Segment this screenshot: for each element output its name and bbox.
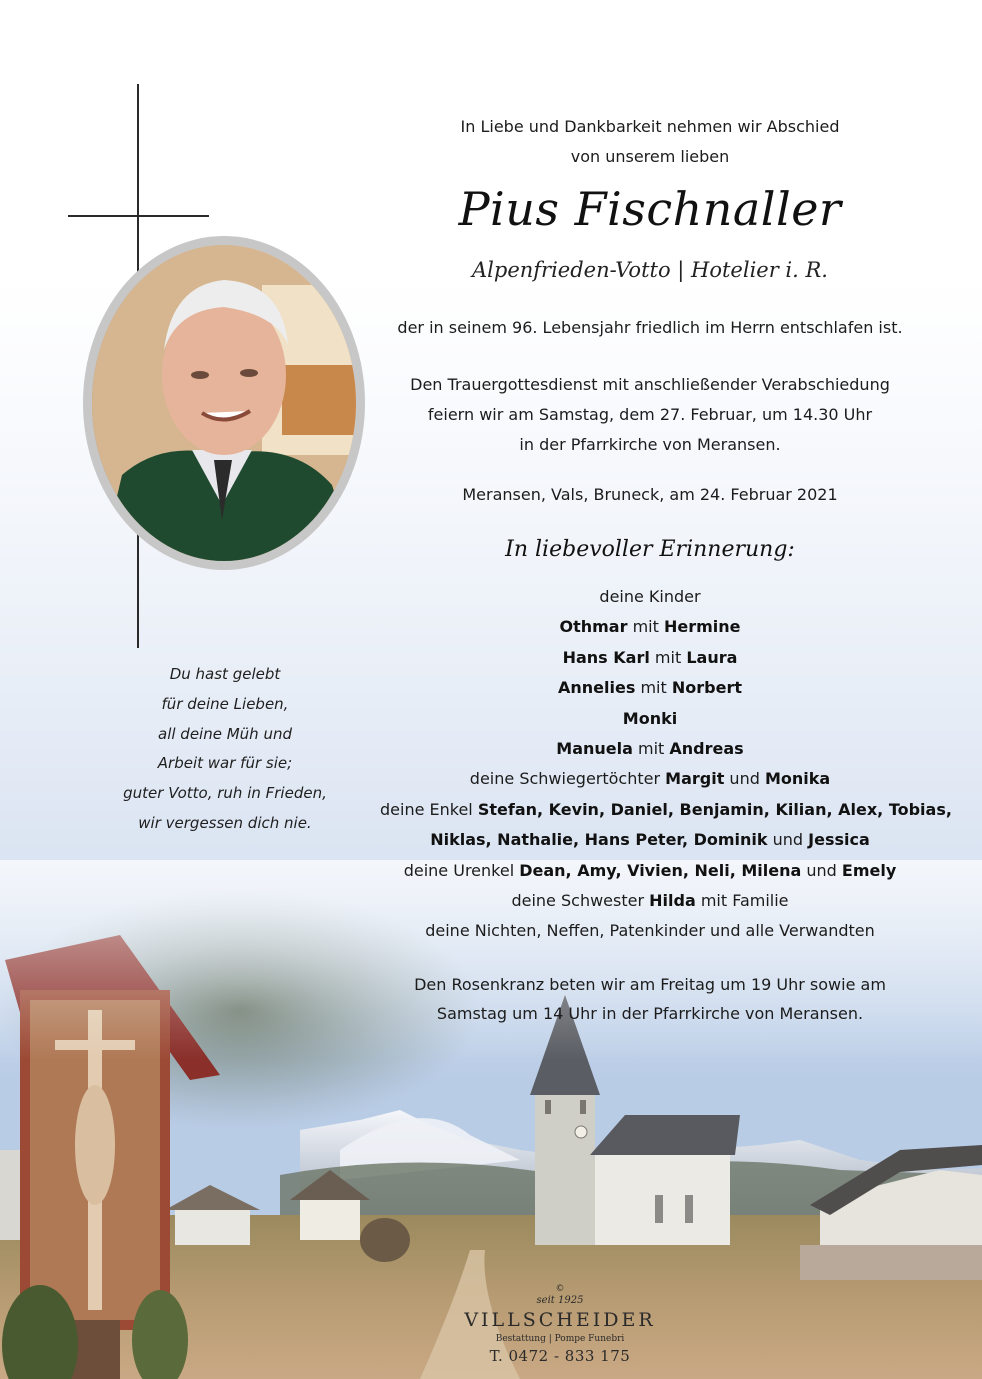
portrait-photo xyxy=(92,245,356,561)
poem-line: guter Votto, ruh in Frieden, xyxy=(123,784,327,803)
brand-tagline: Bestattung | Pompe Funebri xyxy=(495,1334,625,1344)
prefix: deine Enkel xyxy=(380,799,478,819)
copyright-mark: © xyxy=(555,1284,565,1294)
poem-line: wir vergessen dich nie. xyxy=(138,813,312,832)
intro-line-1: In Liebe und Dankbarkeit nehmen wir Abschied xyxy=(460,117,840,136)
names: Stefan, Kevin, Daniel, Benjamin, Kilian, Alex, Tobias, xyxy=(477,799,952,819)
grandchildren-line-1 xyxy=(380,795,952,825)
service-line-3: in der Pfarrkirche von Meransen. xyxy=(519,435,781,454)
service-line-1: Den Trauergottesdienst mit anschließender Verabschiedung xyxy=(410,375,890,394)
poem-line: Arbeit war für sie; xyxy=(157,754,293,773)
intro-line-2: von unserem lieben xyxy=(570,147,730,166)
portrait-figure xyxy=(92,245,356,561)
joiner: und xyxy=(767,830,809,850)
name: Emely xyxy=(841,860,897,880)
portrait-frame xyxy=(83,236,365,570)
child-line xyxy=(380,704,920,734)
sister-line xyxy=(380,886,920,916)
child-name: Othmar xyxy=(559,617,628,637)
rosary-line-2: Samstag um 14 Uhr in der Pfarrkirche von Meransen. xyxy=(436,1004,864,1023)
joiner: mit xyxy=(627,617,664,637)
name: Monika xyxy=(764,769,831,789)
joiner: mit xyxy=(632,739,670,759)
child-name: Hans Karl xyxy=(562,647,650,667)
prefix: deine Schwiegertöchter xyxy=(469,769,666,789)
rosary-text xyxy=(380,970,920,1028)
service-text xyxy=(380,370,920,460)
partner-name: Andreas xyxy=(669,739,744,759)
rosary-line-1: Den Rosenkranz beten wir am Freitag um 19 Uhr sowie am xyxy=(414,975,886,994)
child-line xyxy=(380,643,920,673)
deceased-subtitle: Alpenfrieden-Votto | Hotelier i. R. xyxy=(472,258,828,282)
partner-name: Hermine xyxy=(663,617,741,637)
child-line xyxy=(380,734,920,764)
relatives-line: deine Nichten, Neffen, Patenkinder und alle Verwandten xyxy=(425,921,875,941)
joiner: mit xyxy=(635,678,672,698)
names: Niklas, Nathalie, Hans Peter, Dominik xyxy=(430,830,768,850)
since-text: seit 1925 xyxy=(536,1295,584,1306)
intro-text xyxy=(380,112,920,172)
joiner: mit xyxy=(649,647,687,667)
great-grandchildren-line xyxy=(380,856,920,886)
partner-name: Laura xyxy=(686,647,738,667)
suffix: mit Familie xyxy=(695,891,789,911)
child-name: Annelies xyxy=(558,678,636,698)
name: Jessica xyxy=(808,830,870,850)
poem xyxy=(95,660,355,839)
cross-horizontal-line xyxy=(68,215,209,217)
children-intro: deine Kinder xyxy=(599,587,701,606)
passing-text: der in seinem 96. Lebensjahr friedlich im Herrn entschlafen ist. xyxy=(397,318,903,337)
poem-line: für deine Lieben, xyxy=(161,694,289,713)
daughters-in-law-line xyxy=(380,764,920,794)
place-date: Meransen, Vals, Bruneck, am 24. Februar 2021 xyxy=(462,485,838,504)
phone-number: T. 0472 - 833 175 xyxy=(489,1347,631,1365)
deceased-name: Pius Fischnaller xyxy=(458,182,842,236)
joiner: und xyxy=(801,860,842,880)
name: Margit xyxy=(665,769,725,789)
prefix: deine Urenkel xyxy=(403,860,520,880)
child-name: Monki xyxy=(622,708,678,728)
child-line xyxy=(380,673,920,703)
joiner: und xyxy=(724,769,765,789)
name: Hilda xyxy=(649,891,696,911)
family-list xyxy=(380,582,952,947)
memory-heading: In liebevoller Erinnerung: xyxy=(505,537,795,562)
names: Dean, Amy, Vivien, Neli, Milena xyxy=(519,860,802,880)
child-line xyxy=(380,612,920,642)
poem-line: Du hast gelebt xyxy=(169,665,281,683)
grandchildren-line-2 xyxy=(380,825,920,855)
service-line-2: feiern wir am Samstag, dem 27. Februar, um 14.30 Uhr xyxy=(427,405,873,424)
poem-line: all deine Müh und xyxy=(158,724,292,743)
brand-name: VILLSCHEIDER xyxy=(464,1309,656,1331)
prefix: deine Schwester xyxy=(511,891,650,911)
funeral-home-footer xyxy=(430,1283,690,1367)
partner-name: Norbert xyxy=(671,678,742,698)
child-name: Manuela xyxy=(556,739,633,759)
